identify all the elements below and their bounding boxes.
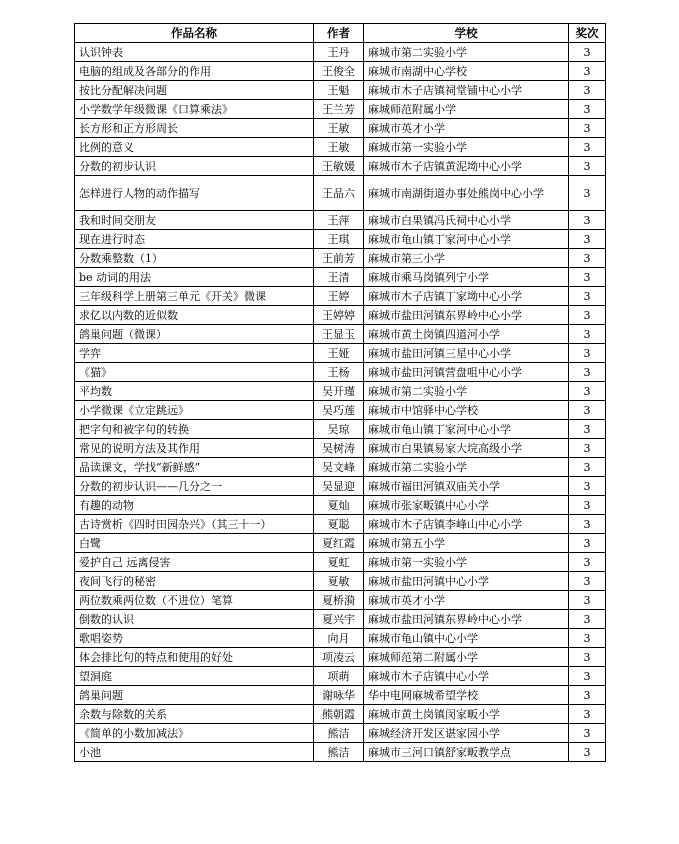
cell-title: 品读课文，学找“新鲜感” <box>75 458 314 477</box>
cell-prize: 3 <box>569 648 606 667</box>
cell-author: 王萍 <box>314 211 364 230</box>
cell-title: 分数的初步认识——几分之一 <box>75 477 314 496</box>
cell-school: 麻城市第二实验小学 <box>364 458 569 477</box>
cell-title: 小学数学年级微课《口算乘法》 <box>75 100 314 119</box>
cell-title: 体会排比句的特点和使用的好处 <box>75 648 314 667</box>
cell-title: 学弈 <box>75 344 314 363</box>
cell-author: 熊朝霞 <box>314 705 364 724</box>
cell-prize: 3 <box>569 743 606 762</box>
cell-school: 麻城市白果镇冯氏祠中心小学 <box>364 211 569 230</box>
cell-prize: 3 <box>569 176 606 211</box>
cell-author: 王敏媛 <box>314 157 364 176</box>
cell-prize: 3 <box>569 363 606 382</box>
cell-title: 求亿以内数的近似数 <box>75 306 314 325</box>
table-row <box>75 686 606 705</box>
cell-school: 麻城市南湖街道办事处熊岗中心小学 <box>364 176 569 211</box>
cell-school: 麻城市第二实验小学 <box>364 382 569 401</box>
table-row <box>75 382 606 401</box>
cell-school: 麻城市第一实验小学 <box>364 553 569 572</box>
cell-school: 麻城市第一实验小学 <box>364 138 569 157</box>
header-prize: 奖次 <box>569 24 606 43</box>
cell-school: 麻城市第三小学 <box>364 249 569 268</box>
cell-prize: 3 <box>569 325 606 344</box>
cell-author: 夏敏 <box>314 572 364 591</box>
cell-author: 向月 <box>314 629 364 648</box>
cell-prize: 3 <box>569 401 606 420</box>
cell-school: 麻城市黄土岗镇闵家畈小学 <box>364 705 569 724</box>
cell-title: 有趣的动物 <box>75 496 314 515</box>
cell-author: 王俊全 <box>314 62 364 81</box>
cell-author: 吴琼 <box>314 420 364 439</box>
table-row <box>75 572 606 591</box>
cell-title: 现在进行时态 <box>75 230 314 249</box>
cell-title: 歌唱姿势 <box>75 629 314 648</box>
cell-author: 王丹 <box>314 43 364 62</box>
cell-school: 麻城市盐田河镇三星中心小学 <box>364 344 569 363</box>
cell-author: 王兰芳 <box>314 100 364 119</box>
cell-author: 王杨 <box>314 363 364 382</box>
table-row <box>75 306 606 325</box>
cell-author: 王婷婷 <box>314 306 364 325</box>
cell-title: 平均数 <box>75 382 314 401</box>
cell-author: 王敏 <box>314 138 364 157</box>
cell-prize: 3 <box>569 667 606 686</box>
cell-school: 麻城市白果镇易家大垸高级小学 <box>364 439 569 458</box>
table-row <box>75 43 606 62</box>
cell-school: 麻城市盐田河镇东界岭中心小学 <box>364 610 569 629</box>
cell-school: 麻城市木子店镇李峰山中心小学 <box>364 515 569 534</box>
cell-author: 谢咏华 <box>314 686 364 705</box>
cell-school: 麻城师范第二附属小学 <box>364 648 569 667</box>
cell-prize: 3 <box>569 439 606 458</box>
cell-author: 熊洁 <box>314 724 364 743</box>
table-row <box>75 230 606 249</box>
table-row <box>75 119 606 138</box>
cell-author: 王婷 <box>314 287 364 306</box>
cell-school: 麻城师范附属小学 <box>364 100 569 119</box>
cell-author: 吴开瑾 <box>314 382 364 401</box>
table-row <box>75 705 606 724</box>
table-row <box>75 81 606 100</box>
table-row <box>75 268 606 287</box>
cell-school: 麻城市第二实验小学 <box>364 43 569 62</box>
cell-prize: 3 <box>569 629 606 648</box>
table-row <box>75 62 606 81</box>
cell-prize: 3 <box>569 138 606 157</box>
cell-prize: 3 <box>569 572 606 591</box>
cell-prize: 3 <box>569 306 606 325</box>
cell-prize: 3 <box>569 249 606 268</box>
table-row <box>75 157 606 176</box>
cell-prize: 3 <box>569 382 606 401</box>
cell-prize: 3 <box>569 534 606 553</box>
cell-title: 余数与除数的关系 <box>75 705 314 724</box>
cell-school: 麻城市龟山镇丁家河中心小学 <box>364 420 569 439</box>
cell-prize: 3 <box>569 610 606 629</box>
cell-author: 项凌云 <box>314 648 364 667</box>
cell-prize: 3 <box>569 81 606 100</box>
table-row <box>75 648 606 667</box>
cell-author: 夏灿 <box>314 496 364 515</box>
table-row <box>75 211 606 230</box>
cell-title: 爱护自己 远离侵害 <box>75 553 314 572</box>
cell-prize: 3 <box>569 43 606 62</box>
cell-author: 吴树涛 <box>314 439 364 458</box>
cell-title: 认识钟表 <box>75 43 314 62</box>
cell-school: 麻城市盐田河镇营盘咀中心小学 <box>364 363 569 382</box>
cell-title: 三年级科学上册第三单元《开关》微课 <box>75 287 314 306</box>
cell-author: 王前芳 <box>314 249 364 268</box>
cell-school: 麻城市木子店镇黄泥坳中心小学 <box>364 157 569 176</box>
cell-title: 按比分配解决问题 <box>75 81 314 100</box>
cell-author: 熊洁 <box>314 743 364 762</box>
cell-school: 麻城市黄土岗镇四道河小学 <box>364 325 569 344</box>
table-row <box>75 496 606 515</box>
cell-prize: 3 <box>569 515 606 534</box>
cell-title: 小学微课《立定跳远》 <box>75 401 314 420</box>
cell-author: 夏桥漪 <box>314 591 364 610</box>
cell-prize: 3 <box>569 458 606 477</box>
cell-title: 把字句和被字句的转换 <box>75 420 314 439</box>
cell-prize: 3 <box>569 724 606 743</box>
cell-title: 《猫》 <box>75 363 314 382</box>
cell-author: 王显玉 <box>314 325 364 344</box>
table-row <box>75 458 606 477</box>
cell-school: 麻城市乘马岗镇列宁小学 <box>364 268 569 287</box>
table-row <box>75 667 606 686</box>
cell-title: 小池 <box>75 743 314 762</box>
table-row <box>75 249 606 268</box>
cell-prize: 3 <box>569 496 606 515</box>
cell-school: 麻城经济开发区谌家园小学 <box>364 724 569 743</box>
cell-prize: 3 <box>569 157 606 176</box>
cell-prize: 3 <box>569 62 606 81</box>
cell-title: 两位数乘两位数（不进位）笔算 <box>75 591 314 610</box>
table-row <box>75 100 606 119</box>
table-row <box>75 553 606 572</box>
cell-author: 王敏 <box>314 119 364 138</box>
cell-title: 比例的意义 <box>75 138 314 157</box>
cell-title: 分数乘整数（1） <box>75 249 314 268</box>
cell-school: 麻城市中馆驿中心学校 <box>364 401 569 420</box>
cell-author: 项萌 <box>314 667 364 686</box>
table-row <box>75 629 606 648</box>
cell-school: 麻城市盐田河镇东界岭中心小学 <box>364 306 569 325</box>
cell-title: 常见的说明方法及其作用 <box>75 439 314 458</box>
cell-school: 麻城市盐田河镇中心小学 <box>364 572 569 591</box>
cell-title: 我和时间交朋友 <box>75 211 314 230</box>
cell-title: 分数的初步认识 <box>75 157 314 176</box>
header-row <box>75 24 606 43</box>
cell-title: 电脑的组成及各部分的作用 <box>75 62 314 81</box>
cell-author: 吴显迎 <box>314 477 364 496</box>
cell-title: 长方形和正方形周长 <box>75 119 314 138</box>
cell-prize: 3 <box>569 119 606 138</box>
cell-prize: 3 <box>569 686 606 705</box>
cell-school: 华中电网麻城希望学校 <box>364 686 569 705</box>
cell-title: 望洞庭 <box>75 667 314 686</box>
table-row <box>75 401 606 420</box>
cell-school: 麻城市木子店镇中心小学 <box>364 667 569 686</box>
cell-author: 王娅 <box>314 344 364 363</box>
table-row <box>75 534 606 553</box>
cell-author: 夏红霞 <box>314 534 364 553</box>
cell-school: 麻城市福田河镇双庙关小学 <box>364 477 569 496</box>
awards-table <box>74 23 606 762</box>
cell-prize: 3 <box>569 268 606 287</box>
cell-author: 夏兴宇 <box>314 610 364 629</box>
cell-title: be 动词的用法 <box>75 268 314 287</box>
cell-title: 倒数的认识 <box>75 610 314 629</box>
cell-author: 吴文峰 <box>314 458 364 477</box>
cell-author: 王清 <box>314 268 364 287</box>
cell-school: 麻城市木子店镇丁家坳中心小学 <box>364 287 569 306</box>
cell-school: 麻城市张家畈镇中心小学 <box>364 496 569 515</box>
table-row <box>75 138 606 157</box>
table-row <box>75 287 606 306</box>
cell-prize: 3 <box>569 477 606 496</box>
cell-prize: 3 <box>569 344 606 363</box>
cell-school: 麻城市龟山镇中心小学 <box>364 629 569 648</box>
table-row <box>75 724 606 743</box>
cell-author: 吴巧莲 <box>314 401 364 420</box>
table-row <box>75 325 606 344</box>
table-row <box>75 420 606 439</box>
cell-prize: 3 <box>569 705 606 724</box>
cell-prize: 3 <box>569 100 606 119</box>
cell-school: 麻城市英才小学 <box>364 119 569 138</box>
cell-title: 古诗赏析《四时田园杂兴》（其三十一） <box>75 515 314 534</box>
cell-author: 王魁 <box>314 81 364 100</box>
cell-title: 白鹭 <box>75 534 314 553</box>
cell-prize: 3 <box>569 591 606 610</box>
table-row <box>75 363 606 382</box>
cell-prize: 3 <box>569 553 606 572</box>
header-title: 作品名称 <box>75 24 314 43</box>
table-row <box>75 477 606 496</box>
cell-author: 夏聪 <box>314 515 364 534</box>
table-row <box>75 610 606 629</box>
cell-prize: 3 <box>569 420 606 439</box>
cell-prize: 3 <box>569 230 606 249</box>
cell-school: 麻城市木子店镇祠堂铺中心小学 <box>364 81 569 100</box>
cell-author: 王品六 <box>314 176 364 211</box>
cell-prize: 3 <box>569 287 606 306</box>
cell-school: 麻城市三河口镇舒家畈教学点 <box>364 743 569 762</box>
cell-author: 王琪 <box>314 230 364 249</box>
table-row <box>75 176 606 211</box>
header-school: 学校 <box>364 24 569 43</box>
cell-title: 鸽巢问题（微课） <box>75 325 314 344</box>
cell-school: 麻城市英才小学 <box>364 591 569 610</box>
cell-author: 夏虹 <box>314 553 364 572</box>
cell-title: 《简单的小数加减法》 <box>75 724 314 743</box>
cell-school: 麻城市南湖中心学校 <box>364 62 569 81</box>
table-row <box>75 743 606 762</box>
cell-school: 麻城市龟山镇丁家河中心小学 <box>364 230 569 249</box>
cell-title: 怎样进行人物的动作描写 <box>75 176 314 211</box>
header-author: 作者 <box>314 24 364 43</box>
cell-school: 麻城市第五小学 <box>364 534 569 553</box>
table-row <box>75 591 606 610</box>
cell-title: 夜间飞行的秘密 <box>75 572 314 591</box>
cell-title: 鸽巢问题 <box>75 686 314 705</box>
table-row <box>75 439 606 458</box>
table-row <box>75 344 606 363</box>
cell-prize: 3 <box>569 211 606 230</box>
table-row <box>75 515 606 534</box>
